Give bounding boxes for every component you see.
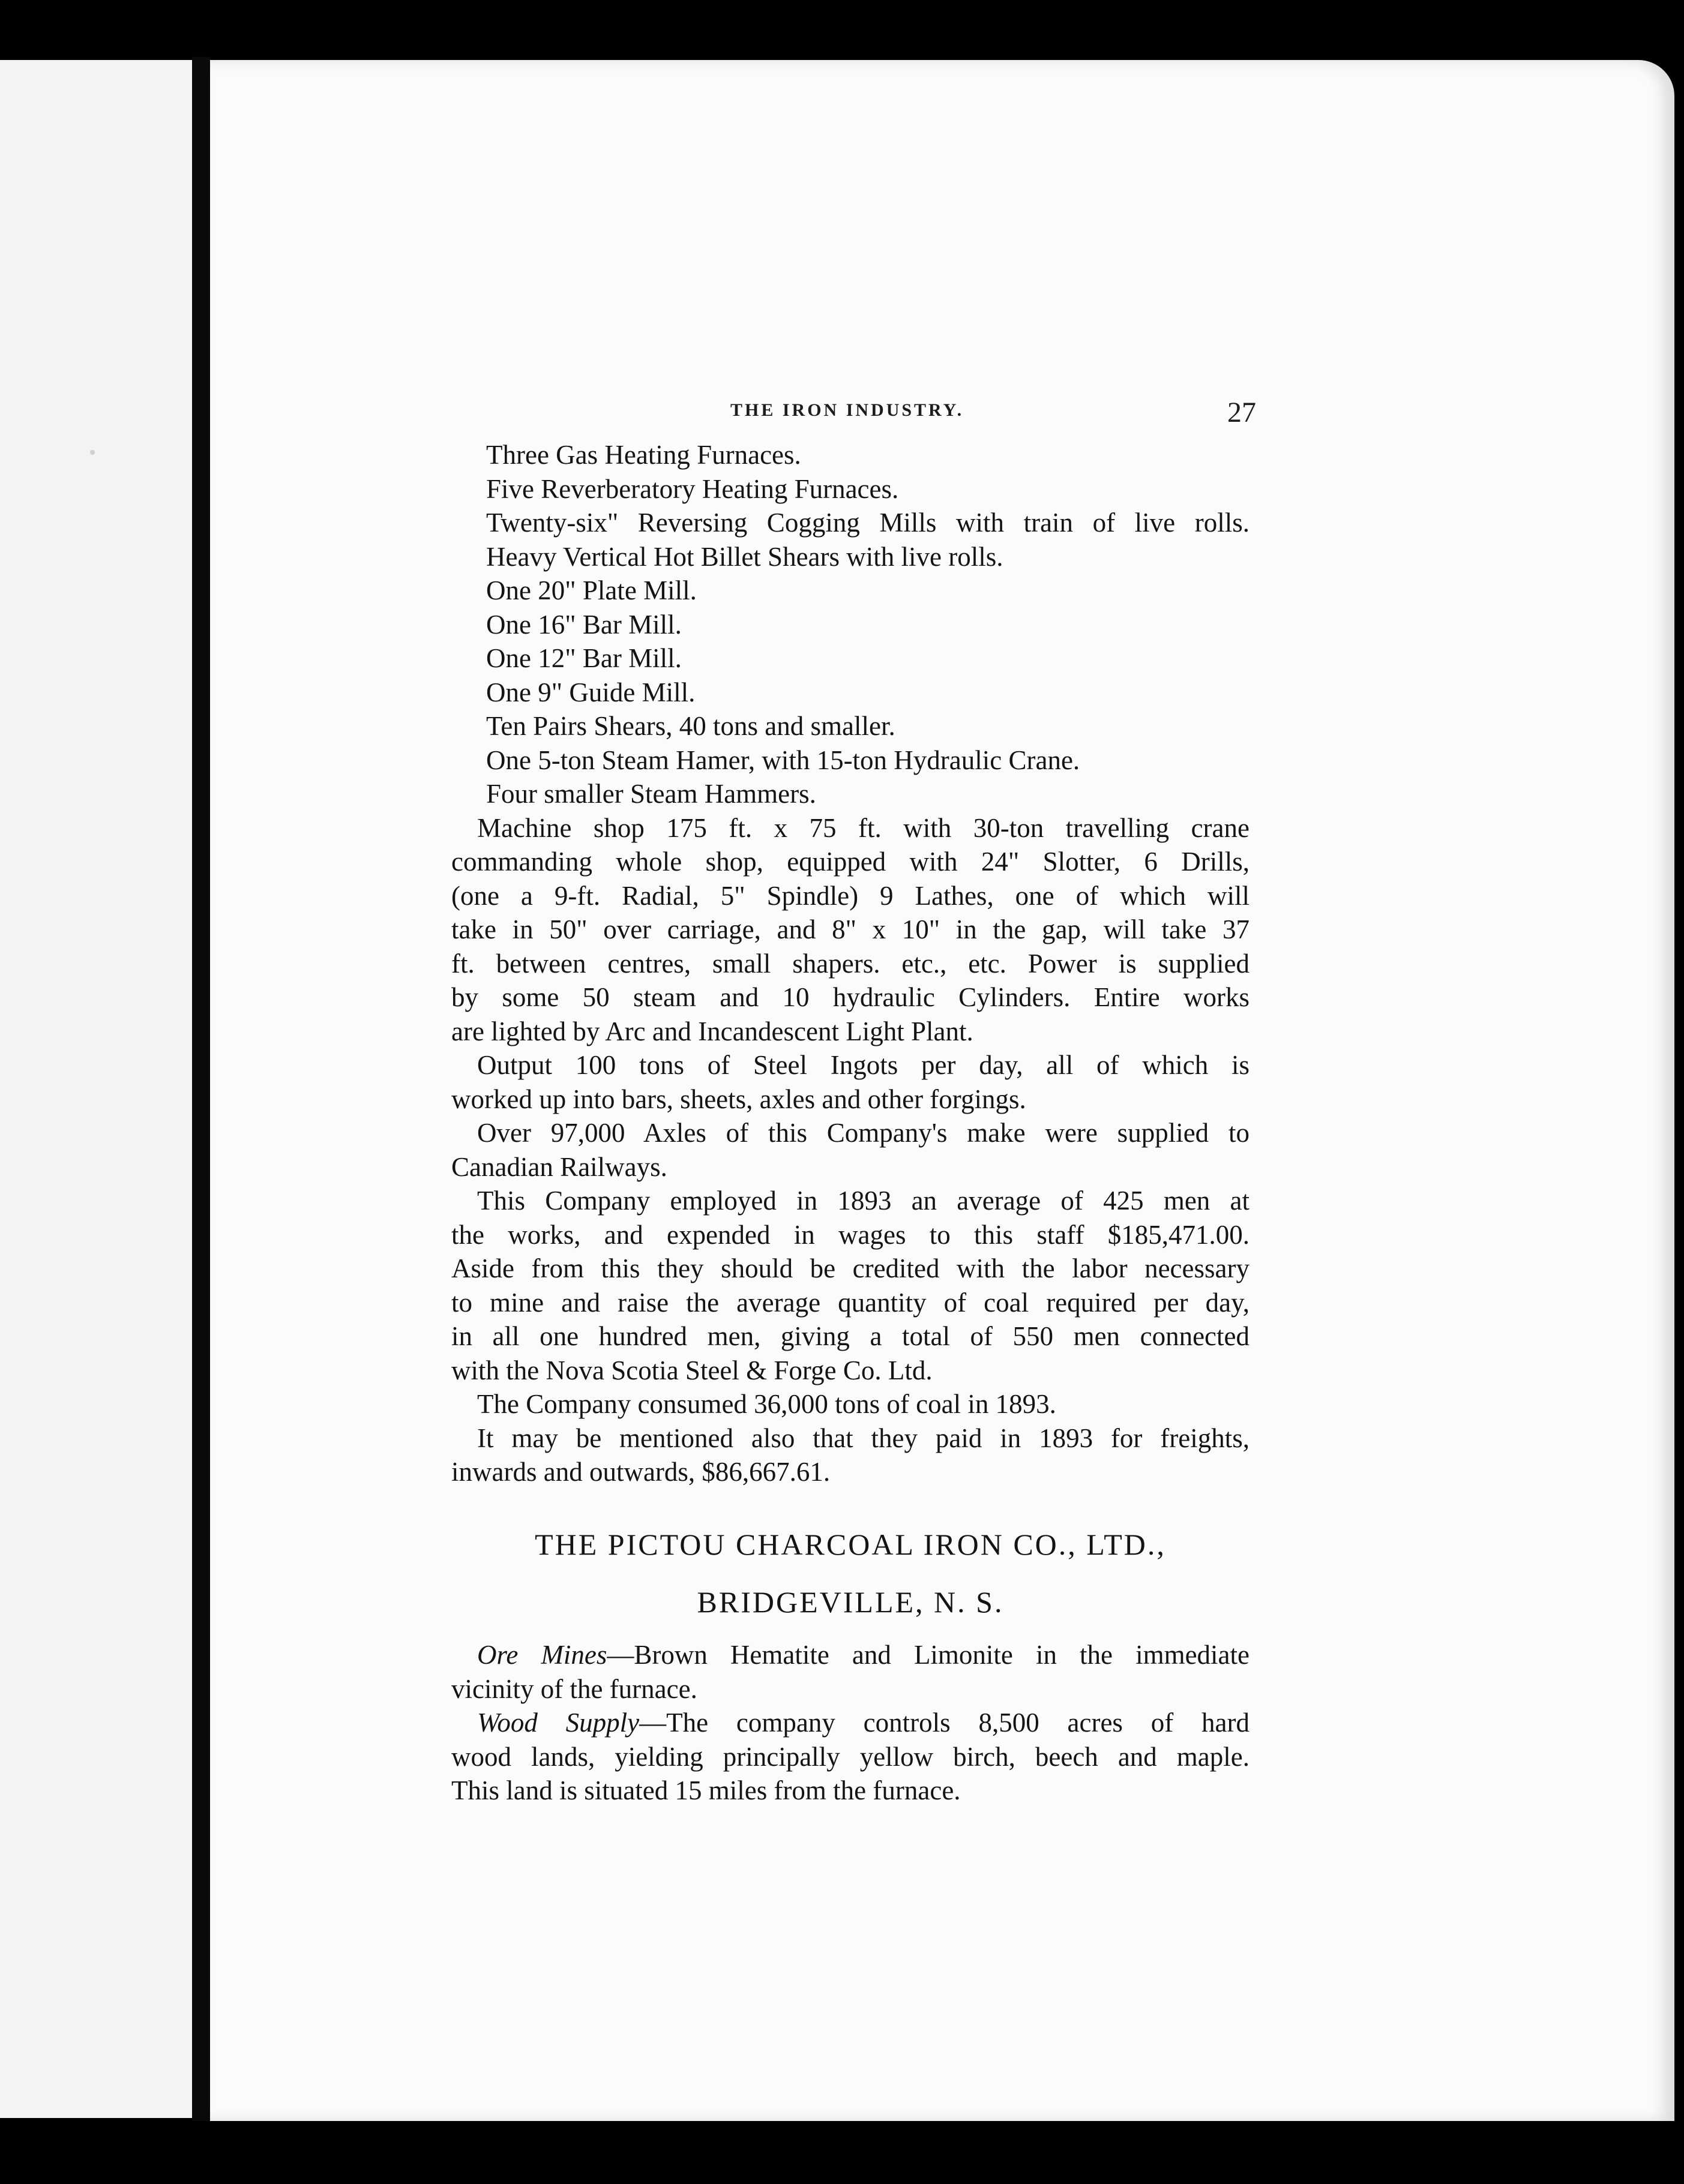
text-line: are lighted by Arc and Incandescent Light Plant. [451, 1016, 973, 1046]
paragraph-ore-mines [451, 1638, 1249, 1706]
text-line: take in 50" over carriage, and 8" x 10" in the gap, will take 37 [451, 914, 1249, 944]
plant-list-item: Five Reverberatory Heating Furnaces. [486, 473, 899, 504]
paragraph-employment [451, 1184, 1249, 1387]
text-line: Aside from this they should be credited with the labor necessary [451, 1253, 1249, 1283]
previous-page-edge [0, 60, 192, 2118]
page-number: 27 [1227, 397, 1256, 428]
text-line: ft. between centres, small shapers. etc., etc. Power is supplied [451, 948, 1249, 979]
text-line: wood lands, yielding principally yellow birch, beech and maple. [451, 1741, 1249, 1772]
paragraph-freights [451, 1421, 1249, 1489]
text-line: commanding whole shop, equipped with 24" Slotter, 6 Drills, [451, 847, 1249, 877]
text-line: (one a 9-ft. Radial, 5" Spindle) 9 Lathes, one of which will [451, 880, 1249, 911]
text-line: It may be mentioned also that they paid in 1893 for freights, [477, 1423, 1249, 1453]
text-line: vicinity of the furnace. [451, 1673, 697, 1704]
text-line: Machine shop 175 ft. x 75 ft. with 30-ton travelling crane [477, 812, 1249, 843]
plant-list-item: Heavy Vertical Hot Billet Shears with live rolls. [486, 541, 1003, 572]
plant-list-item: One 12" Bar Mill. [486, 643, 682, 673]
plant-list-item: Ten Pairs Shears, 40 tons and smaller. [486, 711, 895, 741]
ore-mines-text: —Brown Hematite and Limonite in the immediate [607, 1640, 1249, 1670]
text-line: the works, and expended in wages to this staff $185,471.00. [451, 1219, 1249, 1250]
text-line: worked up into bars, sheets, axles and other forgings. [451, 1084, 1026, 1114]
section-heading [451, 1524, 1249, 1622]
body-text [451, 438, 1249, 1489]
text-line: This Company employed in 1893 an average of 425 men at [477, 1186, 1249, 1216]
text-line: This land is situated 15 miles from the furnace. [451, 1775, 961, 1805]
paragraph-axles [451, 1116, 1249, 1184]
paper-speck [90, 450, 95, 455]
paragraph-machine-shop [451, 811, 1249, 1049]
plant-list-item: One 20" Plate Mill. [486, 575, 697, 605]
plant-list-item: One 16" Bar Mill. [486, 609, 682, 640]
section-title: THE PICTOU CHARCOAL IRON CO., LTD., [535, 1528, 1166, 1561]
text-line: Output 100 tons of Steel Ingots per day, all of which is [477, 1050, 1249, 1080]
plant-list-item: Twenty-six" Reversing Cogging Mills with train of live rolls. [486, 508, 1249, 538]
plant-list-item: One 9" Guide Mill. [486, 677, 696, 707]
text-line: The Company consumed 36,000 tons of coal in 1893. [477, 1389, 1056, 1419]
text-line: by some 50 steam and 10 hydraulic Cylinders. Entire works [451, 982, 1249, 1012]
paragraph-coal [451, 1387, 1249, 1421]
plant-list-item: One 5-ton Steam Hamer, with 15-ton Hydraulic Crane. [486, 745, 1080, 775]
text-line [451, 1706, 1249, 1740]
plant-list-item: Four smaller Steam Hammers. [486, 779, 816, 809]
plant-list-item: Three Gas Heating Furnaces. [486, 440, 801, 470]
text-line: inwards and outwards, $86,667.61. [451, 1457, 831, 1487]
text-line: with the Nova Scotia Steel & Forge Co. Ltd. [451, 1355, 933, 1385]
paragraph-output [451, 1048, 1249, 1116]
text-line: in all one hundred men, giving a total of 550 men connected [451, 1321, 1249, 1351]
text-line: Canadian Railways. [451, 1151, 667, 1182]
paragraph-wood-supply [451, 1706, 1249, 1808]
wood-supply-text: —The company controls 8,500 acres of hard [639, 1708, 1249, 1738]
ore-mines-lead: Ore Mines [477, 1640, 607, 1670]
plant-list [451, 438, 1249, 811]
text-line: Over 97,000 Axles of this Company's make were supplied to [477, 1118, 1249, 1148]
text-line [451, 1638, 1249, 1672]
wood-supply-lead: Wood Supply [477, 1708, 640, 1738]
section-subtitle: BRIDGEVILLE, N. S. [697, 1585, 1004, 1619]
running-head: THE IRON INDUSTRY. [730, 400, 964, 420]
section-text [451, 1638, 1249, 1808]
text-line: to mine and raise the average quantity of coal required per day, [451, 1287, 1249, 1318]
book-gutter [192, 57, 210, 2121]
